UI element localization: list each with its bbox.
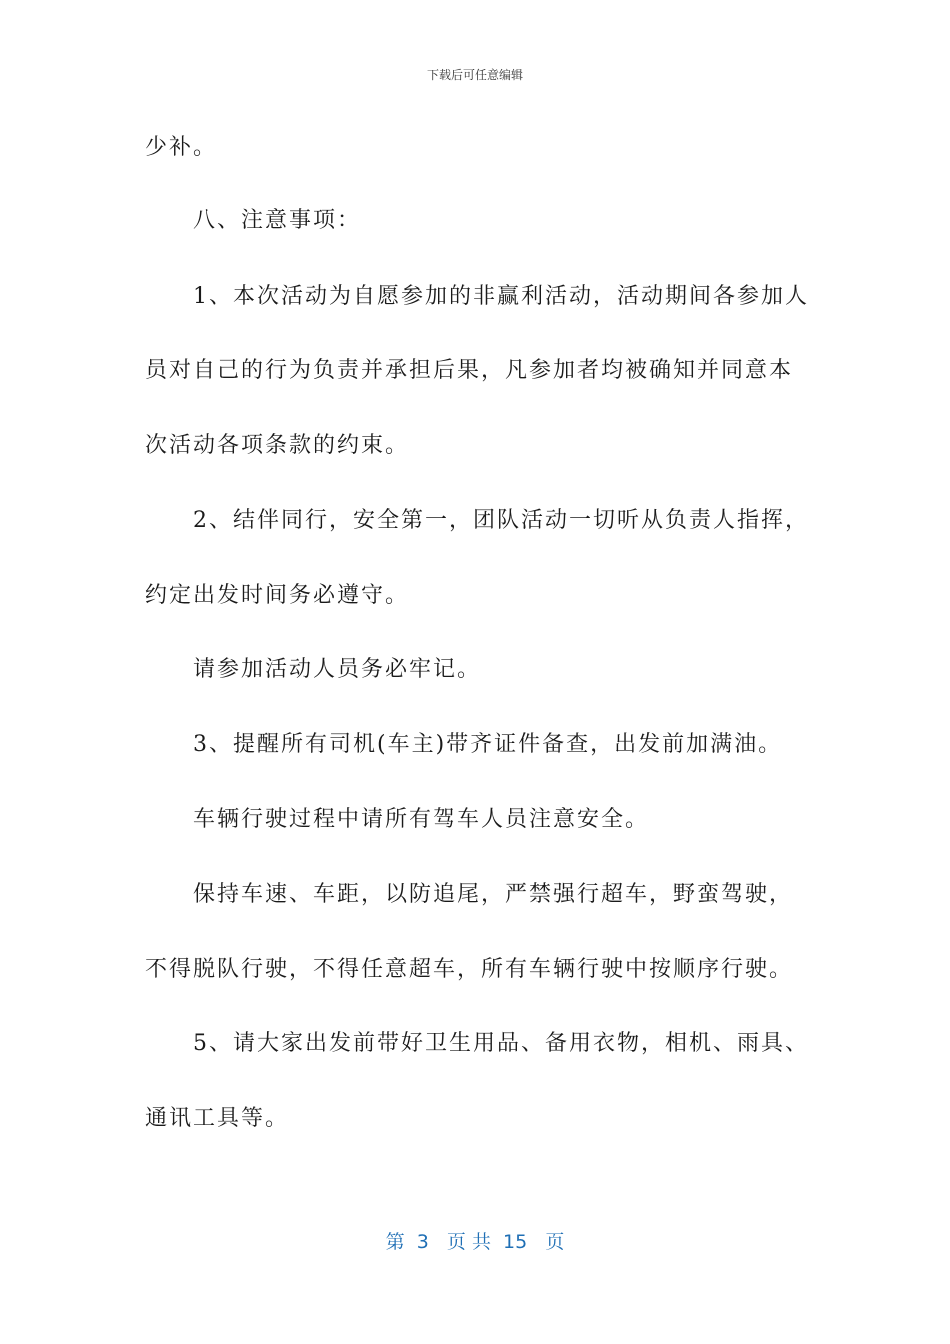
paragraph-line: 1、本次活动为自愿参加的非赢利活动，活动期间各参加人 xyxy=(193,284,809,309)
paragraph-line: 员对自己的行为负责并承担后果，凡参加者均被确知并同意本 xyxy=(145,358,794,383)
paragraph-line: 次活动各项条款的约束。 xyxy=(145,433,410,458)
paragraph-line: 不得脱队行驶，不得任意超车，所有车辆行驶中按顺序行驶。 xyxy=(145,957,794,982)
paragraph-line: 保持车速、车距，以防追尾，严禁强行超车，野蛮驾驶， xyxy=(193,882,794,907)
section-heading: 八、注意事项： xyxy=(193,208,362,233)
paragraph-line: 请参加活动人员务必牢记。 xyxy=(193,657,482,682)
paragraph-line: 车辆行驶过程中请所有驾车人员注意安全。 xyxy=(193,807,650,832)
page-header-note: 下载后可任意编辑 xyxy=(426,68,523,82)
paragraph-line: 约定出发时间务必遵守。 xyxy=(145,583,410,608)
paragraph-line: 少补。 xyxy=(145,135,218,160)
paragraph-line: 通讯工具等。 xyxy=(145,1106,290,1131)
paragraph-line: 5、请大家出发前带好卫生用品、备用衣物，相机、雨具、 xyxy=(193,1031,809,1056)
paragraph-line: 2、结伴同行，安全第一，团队活动一切听从负责人指挥， xyxy=(193,508,809,533)
page-number-footer: 第 3 页 共 15 页 xyxy=(385,1231,565,1253)
paragraph-line: 3、提醒所有司机(车主)带齐证件备查，出发前加满油。 xyxy=(193,732,783,757)
